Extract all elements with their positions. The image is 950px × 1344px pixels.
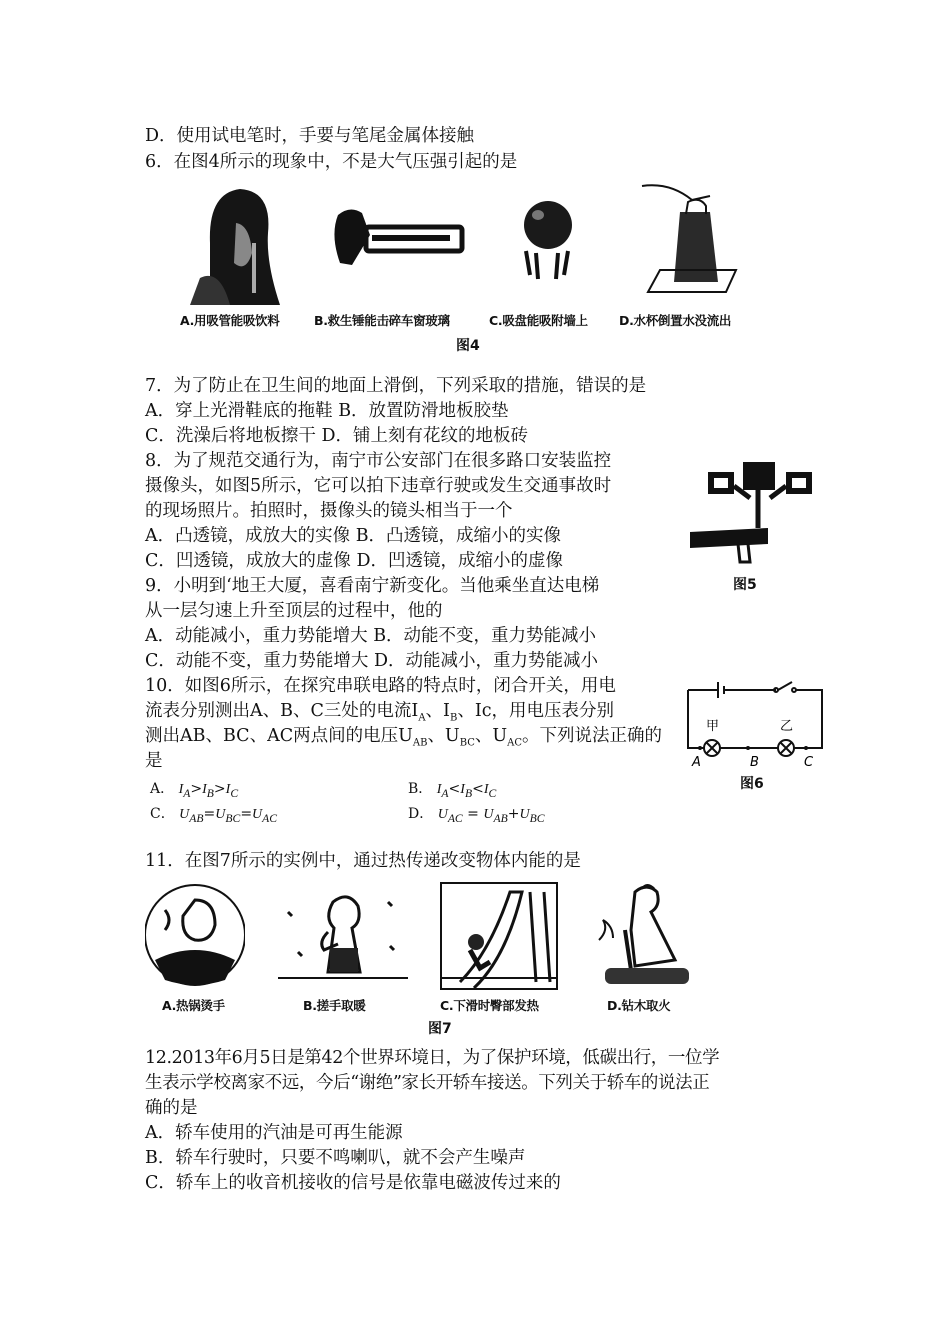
fig6-label: 图6: [740, 776, 764, 792]
q7-options-cd: C．洗澡后将地板擦干 D．铺上刻有花纹的地板砖: [145, 426, 528, 446]
fig4-caption-a: A.用吸管能吸饮料: [180, 313, 280, 328]
q12-stem-line3: 确的是: [145, 1098, 198, 1118]
fig4-label: 图4: [456, 338, 480, 354]
fig4-safety-hammer-image: [330, 205, 465, 275]
q8-options-cd: C．凹透镜，成放大的虚像 D．凹透镜，成缩小的虚像: [145, 551, 563, 571]
q8-stem-line3: 的现场照片。拍照时，摄像头的镜头相当于一个: [145, 501, 513, 521]
fig7-slide-image: [440, 882, 558, 992]
q10-option-a: A． $I_A>I_B>I_C$: [150, 781, 239, 800]
q10-stem-line2: 流表分别测出A、B、C三处的电流$I_A$、$I_B$、Ic，用电压表分别: [145, 701, 615, 724]
q10-option-b: B． $I_A<I_B<I_C$: [408, 781, 497, 800]
fig7-rub-hands-image: [278, 882, 408, 992]
fig4-caption-c: C.吸盘能吸附墙上: [489, 313, 588, 328]
q10-option-d: D． $U_{AC} = U_{AB}+U_{BC}$: [408, 806, 545, 825]
q11-stem: 11．在图7所示的实例中，通过热传递改变物体内能的是: [145, 851, 581, 871]
fig7-caption-c: C.下滑时臀部发热: [440, 998, 539, 1013]
fig4-suction-cup-image: [516, 195, 578, 280]
fig6-point-c: C: [804, 755, 814, 768]
q12-option-b: B．轿车行驶时，只要不鸣喇叭，就不会产生噪声: [145, 1148, 526, 1168]
q5-option-d: D．使用试电笔时，手要与笔尾金属体接触: [145, 126, 475, 146]
q10-option-c: C． $U_{AB}=U_{BC}=U_{AC}$: [150, 806, 278, 825]
q8-options-ab: A．凸透镜，成放大的实像 B．凸透镜，成缩小的实像: [145, 526, 562, 546]
q6-stem: 6．在图4所示的现象中，不是大气压强引起的是: [145, 152, 518, 172]
fig7-caption-b: B.搓手取暖: [303, 998, 366, 1013]
fig7-label: 图7: [428, 1021, 452, 1037]
q12-stem-line2: 生表示学校离家不远，今后“谢绝”家长开轿车接送。下列关于轿车的说法正: [145, 1073, 710, 1093]
q10-stem-line3: 测出AB、BC、AC两点间的电压$U_{AB}$、$U_{BC}$、$U_{AC}$。下列说法正确的: [145, 726, 662, 749]
q7-options-ab: A．穿上光滑鞋底的拖鞋 B．放置防滑地板胶垫: [145, 401, 509, 421]
q9-options-ab: A．动能减小，重力势能增大 B．动能不变，重力势能减小: [145, 626, 597, 646]
q9-stem-line1: 9．小明到‘地王大厦，喜看南宁新变化。当他乘坐直达电梯: [145, 576, 600, 596]
q12-stem-line1: 12.2013年6月5日是第42个世界环境日，为了保护环境，低碳出行，一位学: [145, 1048, 720, 1068]
fig7-hot-pot-image: [145, 880, 245, 990]
q9-options-cd: C．动能不变，重力势能增大 D．动能减小，重力势能减小: [145, 651, 598, 671]
fig6-point-a: A: [692, 755, 701, 768]
q10-stem-line1: 10．如图6所示，在探究串联电路的特点时，闭合开关，用电: [145, 676, 616, 696]
fig5-label: 图5: [733, 577, 757, 593]
q8-stem-line2: 摄像头，如图5所示，它可以拍下违章行驶或发生交通事故时: [145, 476, 612, 496]
fig6-lamp-yi-label: 乙: [780, 719, 794, 734]
q9-stem-line2: 从一层匀速上升至顶层的过程中，他的: [145, 601, 443, 621]
fig4-caption-b: B.救生锤能击碎车窗玻璃: [314, 313, 450, 328]
fig6-circuit-diagram: [680, 678, 830, 768]
fig6-point-b: B: [750, 755, 759, 768]
q7-stem: 7．为了防止在卫生间的地面上滑倒，下列采取的措施，错误的是: [145, 376, 647, 396]
fig4-caption-d: D.水杯倒置水没流出: [619, 313, 732, 328]
fig4-inverted-cup-image: [640, 182, 740, 297]
fig4-drinking-straw-image: [190, 183, 285, 305]
fig7-drill-wood-fire-image: [595, 880, 695, 992]
q12-option-c: C．轿车上的收音机接收的信号是依靠电磁波传过来的: [145, 1173, 561, 1193]
q12-option-a: A．轿车使用的汽油是可再生能源: [145, 1123, 403, 1143]
fig7-caption-d: D.钻木取火: [607, 998, 671, 1013]
fig7-caption-a: A.热锅烫手: [162, 998, 225, 1013]
q8-stem-line1: 8．为了规范交通行为，南宁市公安部门在很多路口安装监控: [145, 451, 612, 471]
q10-stem-line4: 是: [145, 751, 163, 771]
fig6-lamp-jia-label: 甲: [706, 719, 720, 734]
fig5-camera-image: [688, 458, 818, 568]
